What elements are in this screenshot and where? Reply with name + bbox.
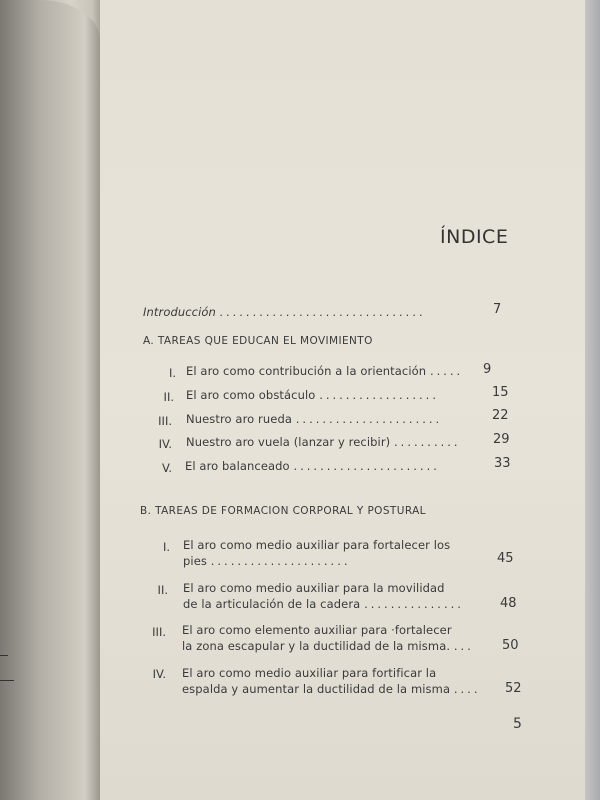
toc-roman: IV. [152, 667, 166, 681]
leader-dots: ............................... [219, 305, 427, 319]
toc-entry-text: El aro como obstáculo .................. [186, 388, 439, 402]
toc-page: 33 [494, 456, 511, 471]
section-b-heading: B. TAREAS DE FORMACION CORPORAL Y POSTURAL [140, 505, 426, 517]
toc-page: 50 [502, 638, 519, 653]
toc-entry-text: El aro como elemento auxiliar para ·fortalecer [182, 623, 452, 637]
toc-roman: III. [158, 414, 172, 428]
toc-roman: II. [163, 390, 174, 404]
toc-roman: II. [157, 583, 168, 597]
toc-entry-text: Nuestro aro rueda ...................... [186, 412, 443, 426]
toc-roman: III. [152, 625, 166, 639]
toc-entry-text: espalda y aumentar la ductilidad de la misma .... [182, 682, 481, 696]
toc-entry-text: la zona escapular y la ductilidad de la misma. ... [182, 639, 474, 653]
page-number: 5 [513, 716, 522, 732]
toc-page: 7 [493, 302, 502, 317]
toc-intro [143, 305, 426, 319]
facing-page-mark [0, 680, 14, 681]
toc-entry-text: El aro como contribución a la orientación ..... [186, 364, 464, 378]
toc-entry-text: Introducción [143, 305, 216, 319]
toc-roman: I. [168, 366, 176, 380]
toc-entry-text: El aro como medio auxiliar para fortificar la [182, 666, 437, 680]
index-title: ÍNDICE [440, 226, 509, 248]
section-a-heading: A. TAREAS QUE EDUCAN EL MOVIMIENTO [143, 335, 373, 347]
toc-page: 52 [505, 681, 522, 696]
toc-page: 48 [500, 596, 517, 611]
toc-entry-text: El aro como medio auxiliar para la movilidad [183, 581, 445, 595]
toc-entry-text: El aro balanceado ...................... [185, 459, 440, 473]
toc-page: 9 [483, 362, 492, 377]
facing-page [0, 0, 100, 800]
toc-page: 15 [492, 385, 509, 400]
facing-page-mark [0, 655, 8, 656]
toc-entry-text: pies ..................... [183, 554, 351, 568]
toc-page: 45 [497, 551, 514, 566]
toc-roman: IV. [158, 437, 172, 451]
toc-page: 29 [493, 432, 510, 447]
toc-roman: V. [161, 461, 172, 475]
toc-entry-text: El aro como medio auxiliar para fortalecer los [183, 538, 451, 552]
toc-roman: I. [162, 540, 170, 554]
toc-entry-text: Nuestro aro vuela (lanzar y recibir) .......... [186, 435, 461, 449]
toc-page: 22 [492, 408, 509, 423]
toc-entry-text: de la articulación de la cadera ............... [183, 597, 464, 611]
